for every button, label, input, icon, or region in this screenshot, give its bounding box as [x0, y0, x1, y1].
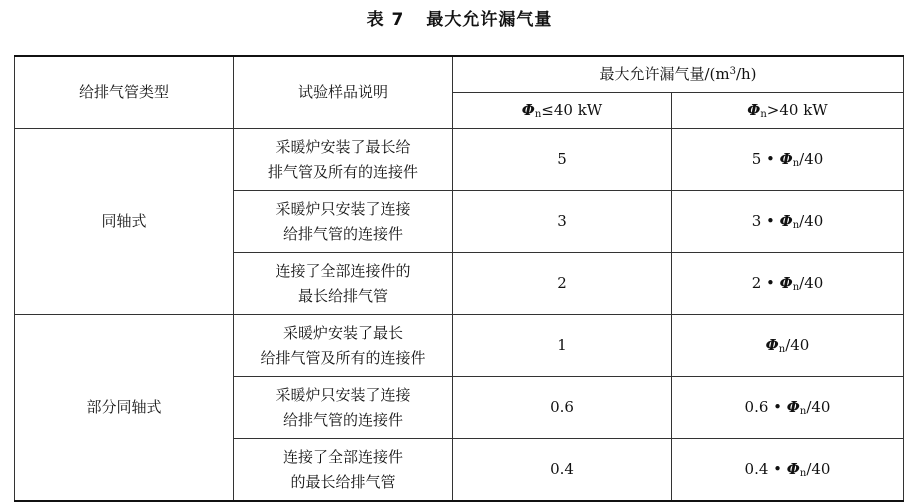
phi-symbol: Φ: [521, 101, 535, 119]
header-max-leakage-post: /h): [735, 65, 757, 83]
value-suffix: /40: [799, 274, 824, 292]
sample-desc-cell: [234, 377, 453, 439]
phi-subscript: n: [792, 282, 800, 293]
phi-subscript: n: [792, 220, 800, 231]
pipe-type-cell: 部分同轴式: [15, 315, 234, 502]
value-high-cell: [672, 439, 904, 502]
phi-symbol: Φ: [786, 460, 800, 478]
value-suffix: /40: [806, 398, 831, 416]
phi-subscript: n: [799, 468, 807, 479]
phi-symbol: Φ: [747, 101, 761, 119]
phi-symbol: Φ: [786, 398, 800, 416]
subheader-low-condition: ≤40 kW: [541, 101, 603, 119]
subheader-high-condition: >40 kW: [766, 101, 828, 119]
value-prefix: 3 •: [751, 212, 780, 230]
pipe-type-cell: 同轴式: [15, 129, 234, 315]
sample-desc-cell: [234, 253, 453, 315]
desc-line: 采暖炉安装了最长: [282, 323, 403, 342]
header-row: [15, 56, 904, 93]
subheader-high-power: [672, 93, 904, 129]
header-pipe-type: 给排气管类型: [15, 56, 234, 129]
phi-subscript: n: [760, 109, 767, 120]
table-row: [15, 129, 904, 191]
phi-subscript: n: [778, 344, 786, 355]
table-number: 表 7: [366, 10, 405, 30]
header-max-leakage-pre: 最大允许漏气量/(m: [599, 65, 730, 83]
phi-symbol: Φ: [779, 274, 793, 292]
desc-line: 的最长给排气管: [290, 472, 396, 491]
value-high-cell: [672, 315, 904, 377]
value-low-cell: 1: [453, 315, 672, 377]
value-high-cell: [672, 191, 904, 253]
value-low-cell: 2: [453, 253, 672, 315]
value-high-cell: [672, 377, 904, 439]
sample-desc-cell: [234, 439, 453, 502]
phi-subscript: n: [799, 406, 807, 417]
phi-symbol: Φ: [765, 336, 779, 354]
value-high-cell: [672, 253, 904, 315]
desc-line: 采暖炉安装了最长给: [275, 137, 411, 156]
phi-subscript: n: [792, 158, 800, 169]
phi-subscript: n: [534, 109, 542, 120]
header-sample-desc: 试验样品说明: [234, 56, 453, 129]
phi-symbol: Φ: [779, 212, 793, 230]
desc-line: 采暖炉只安装了连接: [275, 199, 411, 218]
desc-line: 连接了全部连接件: [282, 447, 403, 466]
header-max-leakage: [453, 56, 904, 93]
desc-line: 最长给排气管: [297, 286, 388, 305]
value-low-cell: 3: [453, 191, 672, 253]
sample-desc-cell: [234, 191, 453, 253]
value-prefix: 5 •: [751, 150, 780, 168]
value-prefix: 0.6 •: [744, 398, 787, 416]
table-body: [15, 129, 904, 502]
value-low-cell: 0.6: [453, 377, 672, 439]
desc-line: 采暖炉只安装了连接: [275, 385, 411, 404]
value-suffix: /40: [799, 150, 824, 168]
desc-line: 排气管及所有的连接件: [267, 162, 418, 181]
table-caption: [0, 6, 919, 34]
header-max-leakage-sup: 3: [729, 66, 736, 77]
value-low-cell: 5: [453, 129, 672, 191]
value-suffix: /40: [806, 460, 831, 478]
value-prefix: 2 •: [751, 274, 780, 292]
leakage-table: [14, 55, 904, 502]
value-low-cell: 0.4: [453, 439, 672, 502]
value-high-cell: [672, 129, 904, 191]
table-row: [15, 315, 904, 377]
desc-line: 给排气管的连接件: [282, 410, 403, 429]
sample-desc-cell: [234, 129, 453, 191]
value-suffix: /40: [785, 336, 810, 354]
sample-desc-cell: [234, 315, 453, 377]
value-suffix: /40: [799, 212, 824, 230]
desc-line: 连接了全部连接件的: [275, 261, 411, 280]
desc-line: 给排气管的连接件: [282, 224, 403, 243]
phi-symbol: Φ: [779, 150, 793, 168]
subheader-low-power: [453, 93, 672, 129]
value-prefix: 0.4 •: [744, 460, 787, 478]
table-title: 最大允许漏气量: [426, 10, 553, 30]
desc-line: 给排气管及所有的连接件: [260, 348, 426, 367]
